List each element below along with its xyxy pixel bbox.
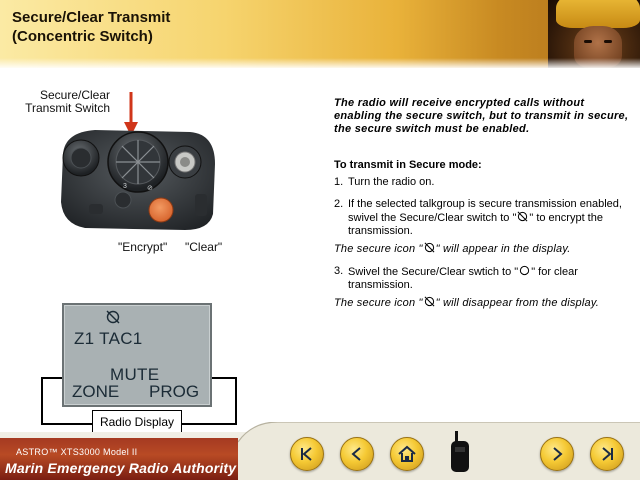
secure-icon xyxy=(424,242,435,253)
footer-title: Marin Emergency Radio Authority xyxy=(5,460,237,476)
helmet-shape xyxy=(556,0,640,28)
note-part: The secure icon " xyxy=(334,243,423,255)
step-2 xyxy=(334,198,630,238)
eye-right xyxy=(604,40,612,43)
secure-icon xyxy=(424,296,435,307)
step-number: 2. xyxy=(334,198,344,210)
radio-display xyxy=(62,303,212,407)
eye-left xyxy=(584,40,592,43)
display-prog: PROG xyxy=(149,382,200,401)
display-caption: Radio Display xyxy=(92,410,182,435)
secure-icon xyxy=(106,310,120,324)
footer-subtitle: ASTRO™ XTS3000 Model II xyxy=(16,447,138,457)
next-button[interactable] xyxy=(540,437,574,471)
display-talkgroup: Z1 TAC1 xyxy=(74,329,143,348)
clear-icon xyxy=(519,265,530,276)
radio-top-image xyxy=(55,124,225,234)
skip-forward-icon xyxy=(598,445,616,463)
svg-text:3: 3 xyxy=(123,183,127,190)
firefighter-photo xyxy=(548,0,640,68)
next-icon xyxy=(548,445,566,463)
home-button[interactable] xyxy=(390,437,424,471)
step-text-part: " for clear transmission. xyxy=(348,266,578,291)
home-icon xyxy=(397,445,417,463)
intro-text: The radio will receive encrypted calls without enabling the secure switch, but to transmit in secure, the secure switch must be enabled. xyxy=(334,97,629,135)
svg-text:⊘: ⊘ xyxy=(147,185,153,192)
skip-back-icon xyxy=(298,445,316,463)
step-text-part: Swivel the Secure/Clear swtich to " xyxy=(348,266,519,278)
note-part: The secure icon " xyxy=(334,297,423,309)
step-number: 3. xyxy=(334,265,344,277)
face-shape xyxy=(574,26,622,68)
page-title: Secure/Clear Transmit (Concentric Switch) xyxy=(12,9,171,45)
section-title: To transmit in Secure mode: xyxy=(334,159,482,171)
encrypt-label: "Encrypt" xyxy=(118,240,168,254)
skip-back-button[interactable] xyxy=(290,437,324,471)
note-secure-appear xyxy=(334,242,630,256)
previous-button[interactable] xyxy=(340,437,374,471)
note-part: " will disappear from the display. xyxy=(435,297,599,309)
skip-forward-button[interactable] xyxy=(590,437,624,471)
clear-label: "Clear" xyxy=(185,240,223,254)
step-1 xyxy=(334,176,630,189)
header-banner xyxy=(0,0,640,68)
step-text xyxy=(348,198,630,238)
step-3 xyxy=(334,265,630,292)
secure-icon xyxy=(517,211,528,222)
display-zone: ZONE xyxy=(72,382,120,401)
step-text-part: If the selected talkgroup is secure transmission enabled, swivel the Secure/Clear switch to " xyxy=(348,198,622,224)
step-text: Turn the radio on. xyxy=(348,176,435,188)
display-mute: MUTE xyxy=(110,365,160,384)
step-text-part: " to encrypt the transmission. xyxy=(348,212,603,237)
step-text xyxy=(348,265,630,292)
note-secure-disappear xyxy=(334,296,630,310)
previous-icon xyxy=(348,445,366,463)
step-number: 1. xyxy=(334,176,344,188)
radio-icon[interactable] xyxy=(449,431,471,473)
note-part: " will appear in the display. xyxy=(435,243,571,255)
instructions-panel xyxy=(334,97,630,319)
switch-label: Secure/Clear Transmit Switch xyxy=(25,88,110,115)
